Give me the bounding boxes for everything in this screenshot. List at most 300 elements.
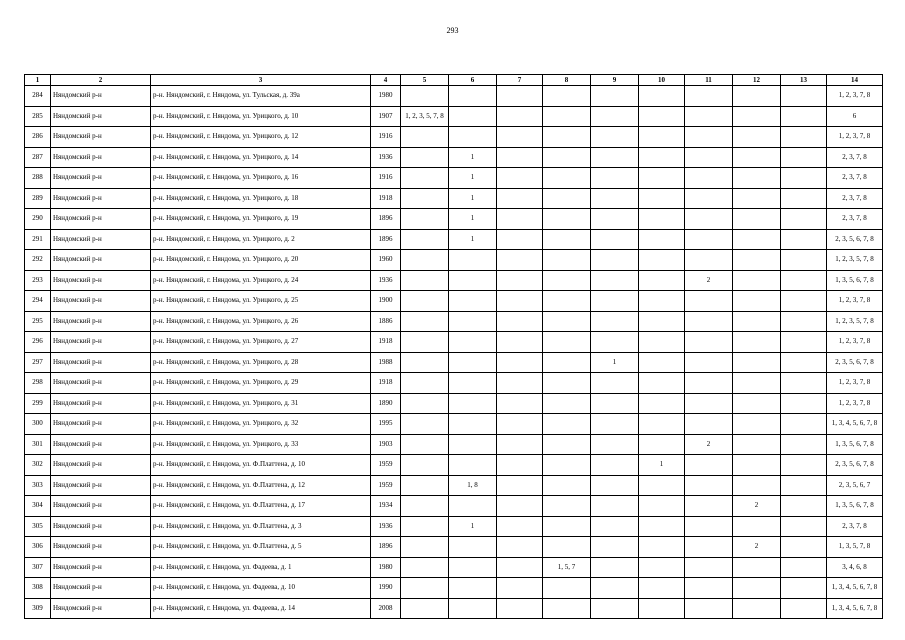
table-cell-col-5 <box>401 188 449 209</box>
table-cell-col-11 <box>685 373 733 394</box>
table-cell-col-8 <box>543 496 591 517</box>
table-row <box>25 557 883 578</box>
table-cell-col-5 <box>401 414 449 435</box>
table-cell-col-4: 1988 <box>371 352 401 373</box>
table-cell-col-5 <box>401 373 449 394</box>
table-cell-col-11 <box>685 496 733 517</box>
table-cell-col-10 <box>639 311 685 332</box>
table-cell-col-11: 2 <box>685 270 733 291</box>
table-cell-col-12 <box>733 270 781 291</box>
table-cell-col-13 <box>781 291 827 312</box>
table-cell-col-6 <box>449 578 497 599</box>
table-cell-col-2: Няндомский р-н <box>51 475 151 496</box>
table-cell-col-9 <box>591 291 639 312</box>
table-row <box>25 311 883 332</box>
column-header-12: 12 <box>733 75 781 86</box>
table-cell-col-10 <box>639 578 685 599</box>
table-row <box>25 86 883 107</box>
table-cell-col-6 <box>449 291 497 312</box>
table-cell-col-14: 2, 3, 5, 6, 7, 8 <box>827 352 883 373</box>
table-cell-col-8 <box>543 229 591 250</box>
table-cell-col-1: 297 <box>25 352 51 373</box>
table-cell-col-7 <box>497 86 543 107</box>
table-cell-col-13 <box>781 598 827 619</box>
table-cell-col-13 <box>781 537 827 558</box>
table-cell-col-13 <box>781 250 827 271</box>
table-cell-col-12 <box>733 475 781 496</box>
table-cell-col-10 <box>639 229 685 250</box>
table-cell-col-7 <box>497 393 543 414</box>
table-cell-col-8 <box>543 311 591 332</box>
table-cell-col-11 <box>685 475 733 496</box>
table-cell-col-14: 1, 3, 4, 5, 6, 7, 8 <box>827 414 883 435</box>
table-cell-col-11 <box>685 455 733 476</box>
table-cell-col-2: Няндомский р-н <box>51 332 151 353</box>
table-cell-col-9 <box>591 373 639 394</box>
table-cell-col-13 <box>781 229 827 250</box>
table-cell-col-14: 3, 4, 6, 8 <box>827 557 883 578</box>
table-cell-col-10 <box>639 393 685 414</box>
table-cell-col-6 <box>449 393 497 414</box>
table-cell-col-1: 293 <box>25 270 51 291</box>
table-cell-col-9 <box>591 106 639 127</box>
table-cell-col-12 <box>733 373 781 394</box>
table-cell-col-1: 290 <box>25 209 51 230</box>
table-cell-col-11 <box>685 86 733 107</box>
table-cell-col-1: 304 <box>25 496 51 517</box>
table-cell-col-10 <box>639 475 685 496</box>
table-cell-col-8 <box>543 516 591 537</box>
table-cell-col-2: Няндомский р-н <box>51 414 151 435</box>
table-cell-col-9 <box>591 414 639 435</box>
table-cell-col-14: 1, 3, 4, 5, 6, 7, 8 <box>827 578 883 599</box>
table-row <box>25 393 883 414</box>
table-cell-col-3: р-н. Няндомский, г. Няндома, ул. Урицкого, д. 31 <box>151 393 371 414</box>
table-cell-col-11 <box>685 414 733 435</box>
table-cell-col-1: 294 <box>25 291 51 312</box>
table-cell-col-10 <box>639 188 685 209</box>
table-cell-col-9 <box>591 516 639 537</box>
table-cell-col-8 <box>543 393 591 414</box>
table-cell-col-13 <box>781 455 827 476</box>
table-cell-col-7 <box>497 188 543 209</box>
table-cell-col-14: 1, 2, 3, 7, 8 <box>827 127 883 148</box>
table-cell-col-4: 1918 <box>371 188 401 209</box>
table-cell-col-8 <box>543 455 591 476</box>
table-cell-col-4: 1959 <box>371 475 401 496</box>
table-cell-col-9 <box>591 557 639 578</box>
table-cell-col-3: р-н. Няндомский, г. Няндома, ул. Урицкого, д. 12 <box>151 127 371 148</box>
table-cell-col-6 <box>449 127 497 148</box>
table-cell-col-12 <box>733 332 781 353</box>
table-cell-col-13 <box>781 270 827 291</box>
table-cell-col-2: Няндомский р-н <box>51 311 151 332</box>
table-cell-col-12 <box>733 311 781 332</box>
table-cell-col-5 <box>401 86 449 107</box>
table-cell-col-11 <box>685 598 733 619</box>
table-cell-col-7 <box>497 147 543 168</box>
table-cell-col-9 <box>591 496 639 517</box>
table-cell-col-11 <box>685 393 733 414</box>
table-cell-col-10 <box>639 516 685 537</box>
table-cell-col-8 <box>543 332 591 353</box>
table-cell-col-13 <box>781 106 827 127</box>
table-cell-col-12 <box>733 578 781 599</box>
table-cell-col-2: Няндомский р-н <box>51 496 151 517</box>
table-cell-col-9 <box>591 332 639 353</box>
table-cell-col-6 <box>449 557 497 578</box>
table-cell-col-14: 1, 2, 3, 7, 8 <box>827 393 883 414</box>
table-cell-col-10 <box>639 291 685 312</box>
table-cell-col-13 <box>781 147 827 168</box>
table-cell-col-9 <box>591 229 639 250</box>
table-cell-col-5 <box>401 496 449 517</box>
table-cell-col-12 <box>733 188 781 209</box>
table-cell-col-5 <box>401 537 449 558</box>
table-cell-col-4: 1903 <box>371 434 401 455</box>
table-cell-col-3: р-н. Няндомский, г. Няндома, ул. Фадеева, д. 1 <box>151 557 371 578</box>
table-header-row <box>25 75 883 86</box>
table-cell-col-14: 2, 3, 7, 8 <box>827 168 883 189</box>
table-cell-col-12 <box>733 414 781 435</box>
housing-registry-table <box>24 74 883 619</box>
table-cell-col-14: 2, 3, 7, 8 <box>827 188 883 209</box>
table-cell-col-6: 1 <box>449 229 497 250</box>
table-cell-col-12 <box>733 393 781 414</box>
table-cell-col-13 <box>781 86 827 107</box>
page-number: 293 <box>446 26 459 35</box>
table-cell-col-10 <box>639 209 685 230</box>
table-cell-col-7 <box>497 516 543 537</box>
table-row <box>25 250 883 271</box>
table-cell-col-10 <box>639 250 685 271</box>
table-cell-col-13 <box>781 168 827 189</box>
table-cell-col-8 <box>543 127 591 148</box>
table-cell-col-4: 1907 <box>371 106 401 127</box>
table-cell-col-8 <box>543 147 591 168</box>
table-row <box>25 598 883 619</box>
table-row <box>25 475 883 496</box>
table-row <box>25 332 883 353</box>
table-cell-col-2: Няндомский р-н <box>51 291 151 312</box>
table-cell-col-2: Няндомский р-н <box>51 434 151 455</box>
table-cell-col-11 <box>685 106 733 127</box>
table-row <box>25 434 883 455</box>
table-cell-col-14: 2, 3, 5, 6, 7, 8 <box>827 229 883 250</box>
table-cell-col-4: 1900 <box>371 291 401 312</box>
table-cell-col-9 <box>591 270 639 291</box>
table-cell-col-6: 1 <box>449 147 497 168</box>
table-cell-col-6: 1 <box>449 516 497 537</box>
table-cell-col-3: р-н. Няндомский, г. Няндома, ул. Урицкого, д. 19 <box>151 209 371 230</box>
table-cell-col-13 <box>781 414 827 435</box>
table-cell-col-14: 2, 3, 5, 6, 7 <box>827 475 883 496</box>
table-cell-col-12 <box>733 106 781 127</box>
table-cell-col-12 <box>733 598 781 619</box>
table-cell-col-10 <box>639 86 685 107</box>
table-cell-col-11 <box>685 147 733 168</box>
table-cell-col-1: 307 <box>25 557 51 578</box>
table-cell-col-11 <box>685 209 733 230</box>
table-cell-col-9 <box>591 311 639 332</box>
table-cell-col-5 <box>401 455 449 476</box>
table-cell-col-1: 298 <box>25 373 51 394</box>
table-cell-col-3: р-н. Няндомский, г. Няндома, ул. Урицкого, д. 20 <box>151 250 371 271</box>
table-cell-col-12 <box>733 127 781 148</box>
table-cell-col-3: р-н. Няндомский, г. Няндома, ул. Ф.Платтена, д. 5 <box>151 537 371 558</box>
table-cell-col-7 <box>497 250 543 271</box>
table-cell-col-11 <box>685 332 733 353</box>
table-cell-col-9 <box>591 475 639 496</box>
table-cell-col-4: 1936 <box>371 516 401 537</box>
table-cell-col-6: 1 <box>449 188 497 209</box>
table-cell-col-13 <box>781 475 827 496</box>
table-cell-col-1: 296 <box>25 332 51 353</box>
table-cell-col-9 <box>591 209 639 230</box>
table-cell-col-2: Няндомский р-н <box>51 516 151 537</box>
table-cell-col-13 <box>781 557 827 578</box>
table-cell-col-12 <box>733 516 781 537</box>
table-cell-col-2: Няндомский р-н <box>51 578 151 599</box>
table-cell-col-8 <box>543 168 591 189</box>
table-cell-col-10 <box>639 332 685 353</box>
table-cell-col-6 <box>449 106 497 127</box>
table-cell-col-1: 286 <box>25 127 51 148</box>
table-cell-col-12 <box>733 557 781 578</box>
table-cell-col-9 <box>591 578 639 599</box>
table-row <box>25 516 883 537</box>
table-body <box>25 86 883 619</box>
table-cell-col-7 <box>497 557 543 578</box>
table-cell-col-7 <box>497 127 543 148</box>
table-cell-col-3: р-н. Няндомский, г. Няндома, ул. Урицкого, д. 18 <box>151 188 371 209</box>
table-cell-col-2: Няндомский р-н <box>51 188 151 209</box>
table-row <box>25 537 883 558</box>
table-cell-col-2: Няндомский р-н <box>51 270 151 291</box>
table-cell-col-8 <box>543 188 591 209</box>
table-cell-col-5 <box>401 209 449 230</box>
table-cell-col-2: Няндомский р-н <box>51 598 151 619</box>
table-cell-col-13 <box>781 578 827 599</box>
table-cell-col-12 <box>733 168 781 189</box>
table-row <box>25 373 883 394</box>
table-cell-col-12 <box>733 147 781 168</box>
table-cell-col-8 <box>543 270 591 291</box>
column-header-2: 2 <box>51 75 151 86</box>
table-row <box>25 496 883 517</box>
table-cell-col-3: р-н. Няндомский, г. Няндома, ул. Ф.Платтена, д. 17 <box>151 496 371 517</box>
table-cell-col-6 <box>449 352 497 373</box>
table-cell-col-5 <box>401 291 449 312</box>
table-cell-col-10 <box>639 270 685 291</box>
table-row <box>25 578 883 599</box>
table-cell-col-7 <box>497 537 543 558</box>
table-cell-col-1: 301 <box>25 434 51 455</box>
table-cell-col-2: Няндомский р-н <box>51 250 151 271</box>
table-cell-col-4: 1896 <box>371 229 401 250</box>
table-row <box>25 106 883 127</box>
table-cell-col-8 <box>543 86 591 107</box>
table-cell-col-2: Няндомский р-н <box>51 127 151 148</box>
table-cell-col-8 <box>543 414 591 435</box>
table-cell-col-6 <box>449 537 497 558</box>
table-cell-col-5 <box>401 475 449 496</box>
table-cell-col-10 <box>639 168 685 189</box>
table-cell-col-11 <box>685 291 733 312</box>
table-cell-col-5 <box>401 127 449 148</box>
table-row <box>25 209 883 230</box>
table-cell-col-6 <box>449 414 497 435</box>
table-cell-col-7 <box>497 434 543 455</box>
table-cell-col-14: 1, 3, 5, 6, 7, 8 <box>827 270 883 291</box>
table-row <box>25 229 883 250</box>
table-cell-col-3: р-н. Няндомский, г. Няндома, ул. Урицкого, д. 14 <box>151 147 371 168</box>
table-cell-col-5 <box>401 598 449 619</box>
column-header-6: 6 <box>449 75 497 86</box>
column-header-4: 4 <box>371 75 401 86</box>
table-cell-col-1: 288 <box>25 168 51 189</box>
table-cell-col-13 <box>781 188 827 209</box>
table-cell-col-8 <box>543 209 591 230</box>
table-cell-col-2: Няндомский р-н <box>51 106 151 127</box>
table-cell-col-11 <box>685 311 733 332</box>
table-cell-col-8 <box>543 475 591 496</box>
table-cell-col-8: 1, 5, 7 <box>543 557 591 578</box>
table-cell-col-4: 2008 <box>371 598 401 619</box>
table-cell-col-1: 299 <box>25 393 51 414</box>
table-cell-col-10 <box>639 147 685 168</box>
table-cell-col-6 <box>449 598 497 619</box>
table-cell-col-10: 1 <box>639 455 685 476</box>
table-cell-col-2: Няндомский р-н <box>51 209 151 230</box>
table-cell-col-13 <box>781 311 827 332</box>
table-cell-col-12 <box>733 229 781 250</box>
table-cell-col-4: 1934 <box>371 496 401 517</box>
table-cell-col-12 <box>733 352 781 373</box>
table-cell-col-2: Няндомский р-н <box>51 557 151 578</box>
table-row <box>25 455 883 476</box>
table-cell-col-1: 291 <box>25 229 51 250</box>
table-cell-col-4: 1918 <box>371 332 401 353</box>
table-cell-col-13 <box>781 516 827 537</box>
table-cell-col-2: Няндомский р-н <box>51 352 151 373</box>
table-cell-col-5 <box>401 168 449 189</box>
table-cell-col-12 <box>733 86 781 107</box>
table-cell-col-7 <box>497 209 543 230</box>
table-cell-col-12 <box>733 209 781 230</box>
table-cell-col-1: 300 <box>25 414 51 435</box>
table-row <box>25 168 883 189</box>
table-cell-col-6 <box>449 86 497 107</box>
table-cell-col-4: 1890 <box>371 393 401 414</box>
table-cell-col-12: 2 <box>733 496 781 517</box>
table-cell-col-11 <box>685 578 733 599</box>
table-cell-col-1: 306 <box>25 537 51 558</box>
table-cell-col-9 <box>591 537 639 558</box>
table-cell-col-1: 302 <box>25 455 51 476</box>
table-cell-col-3: р-н. Няндомский, г. Няндома, ул. Урицкого, д. 26 <box>151 311 371 332</box>
table-row <box>25 127 883 148</box>
table-cell-col-8 <box>543 291 591 312</box>
table-cell-col-5 <box>401 311 449 332</box>
table-cell-col-7 <box>497 106 543 127</box>
table-cell-col-1: 292 <box>25 250 51 271</box>
table-cell-col-7 <box>497 414 543 435</box>
table-cell-col-3: р-н. Няндомский, г. Няндома, ул. Тульская, д. 39а <box>151 86 371 107</box>
table-cell-col-8 <box>543 106 591 127</box>
table-row <box>25 188 883 209</box>
table-cell-col-8 <box>543 250 591 271</box>
table-cell-col-4: 1936 <box>371 270 401 291</box>
table-cell-col-2: Няндомский р-н <box>51 229 151 250</box>
table-cell-col-4: 1960 <box>371 250 401 271</box>
table-cell-col-6 <box>449 434 497 455</box>
table-cell-col-10 <box>639 496 685 517</box>
table-cell-col-14: 1, 2, 3, 5, 7, 8 <box>827 250 883 271</box>
table-cell-col-1: 303 <box>25 475 51 496</box>
table-cell-col-3: р-н. Няндомский, г. Няндома, ул. Урицкого, д. 33 <box>151 434 371 455</box>
table-cell-col-3: р-н. Няндомский, г. Няндома, ул. Фадеева, д. 14 <box>151 598 371 619</box>
table-cell-col-1: 289 <box>25 188 51 209</box>
table-cell-col-6 <box>449 496 497 517</box>
table-cell-col-7 <box>497 496 543 517</box>
table-cell-col-1: 287 <box>25 147 51 168</box>
table-cell-col-2: Няндомский р-н <box>51 455 151 476</box>
table-cell-col-2: Няндомский р-н <box>51 168 151 189</box>
table-cell-col-2: Няндомский р-н <box>51 537 151 558</box>
table-cell-col-13 <box>781 373 827 394</box>
table-cell-col-7 <box>497 311 543 332</box>
table-cell-col-5 <box>401 229 449 250</box>
table-cell-col-2: Няндомский р-н <box>51 373 151 394</box>
table-cell-col-5 <box>401 147 449 168</box>
table-cell-col-7 <box>497 352 543 373</box>
table-cell-col-5: 1, 2, 3, 5, 7, 8 <box>401 106 449 127</box>
table-cell-col-12: 2 <box>733 537 781 558</box>
table-cell-col-14: 1, 2, 3, 7, 8 <box>827 291 883 312</box>
table-cell-col-5 <box>401 557 449 578</box>
table-cell-col-5 <box>401 516 449 537</box>
table-cell-col-6 <box>449 373 497 394</box>
table-cell-col-13 <box>781 496 827 517</box>
table-cell-col-8 <box>543 537 591 558</box>
table-cell-col-6 <box>449 332 497 353</box>
table-cell-col-10 <box>639 352 685 373</box>
table-cell-col-4: 1980 <box>371 86 401 107</box>
table-cell-col-11 <box>685 188 733 209</box>
table-cell-col-3: р-н. Няндомский, г. Няндома, ул. Ф.Платтена, д. 12 <box>151 475 371 496</box>
table-row <box>25 414 883 435</box>
table-cell-col-4: 1886 <box>371 311 401 332</box>
table-cell-col-12 <box>733 250 781 271</box>
table-cell-col-4: 1916 <box>371 168 401 189</box>
table-cell-col-10 <box>639 106 685 127</box>
table-cell-col-14: 1, 2, 3, 7, 8 <box>827 86 883 107</box>
table-cell-col-8 <box>543 373 591 394</box>
table-cell-col-11 <box>685 516 733 537</box>
table-cell-col-3: р-н. Няндомский, г. Няндома, ул. Ф.Платтена, д. 3 <box>151 516 371 537</box>
table-cell-col-13 <box>781 209 827 230</box>
table-cell-col-14: 1, 3, 5, 6, 7, 8 <box>827 434 883 455</box>
table-cell-col-6: 1, 8 <box>449 475 497 496</box>
table-cell-col-14: 1, 2, 3, 5, 7, 8 <box>827 311 883 332</box>
table-row <box>25 270 883 291</box>
table-cell-col-2: Няндомский р-н <box>51 86 151 107</box>
table-cell-col-5 <box>401 270 449 291</box>
table-row <box>25 291 883 312</box>
table-cell-col-1: 295 <box>25 311 51 332</box>
table-cell-col-7 <box>497 598 543 619</box>
